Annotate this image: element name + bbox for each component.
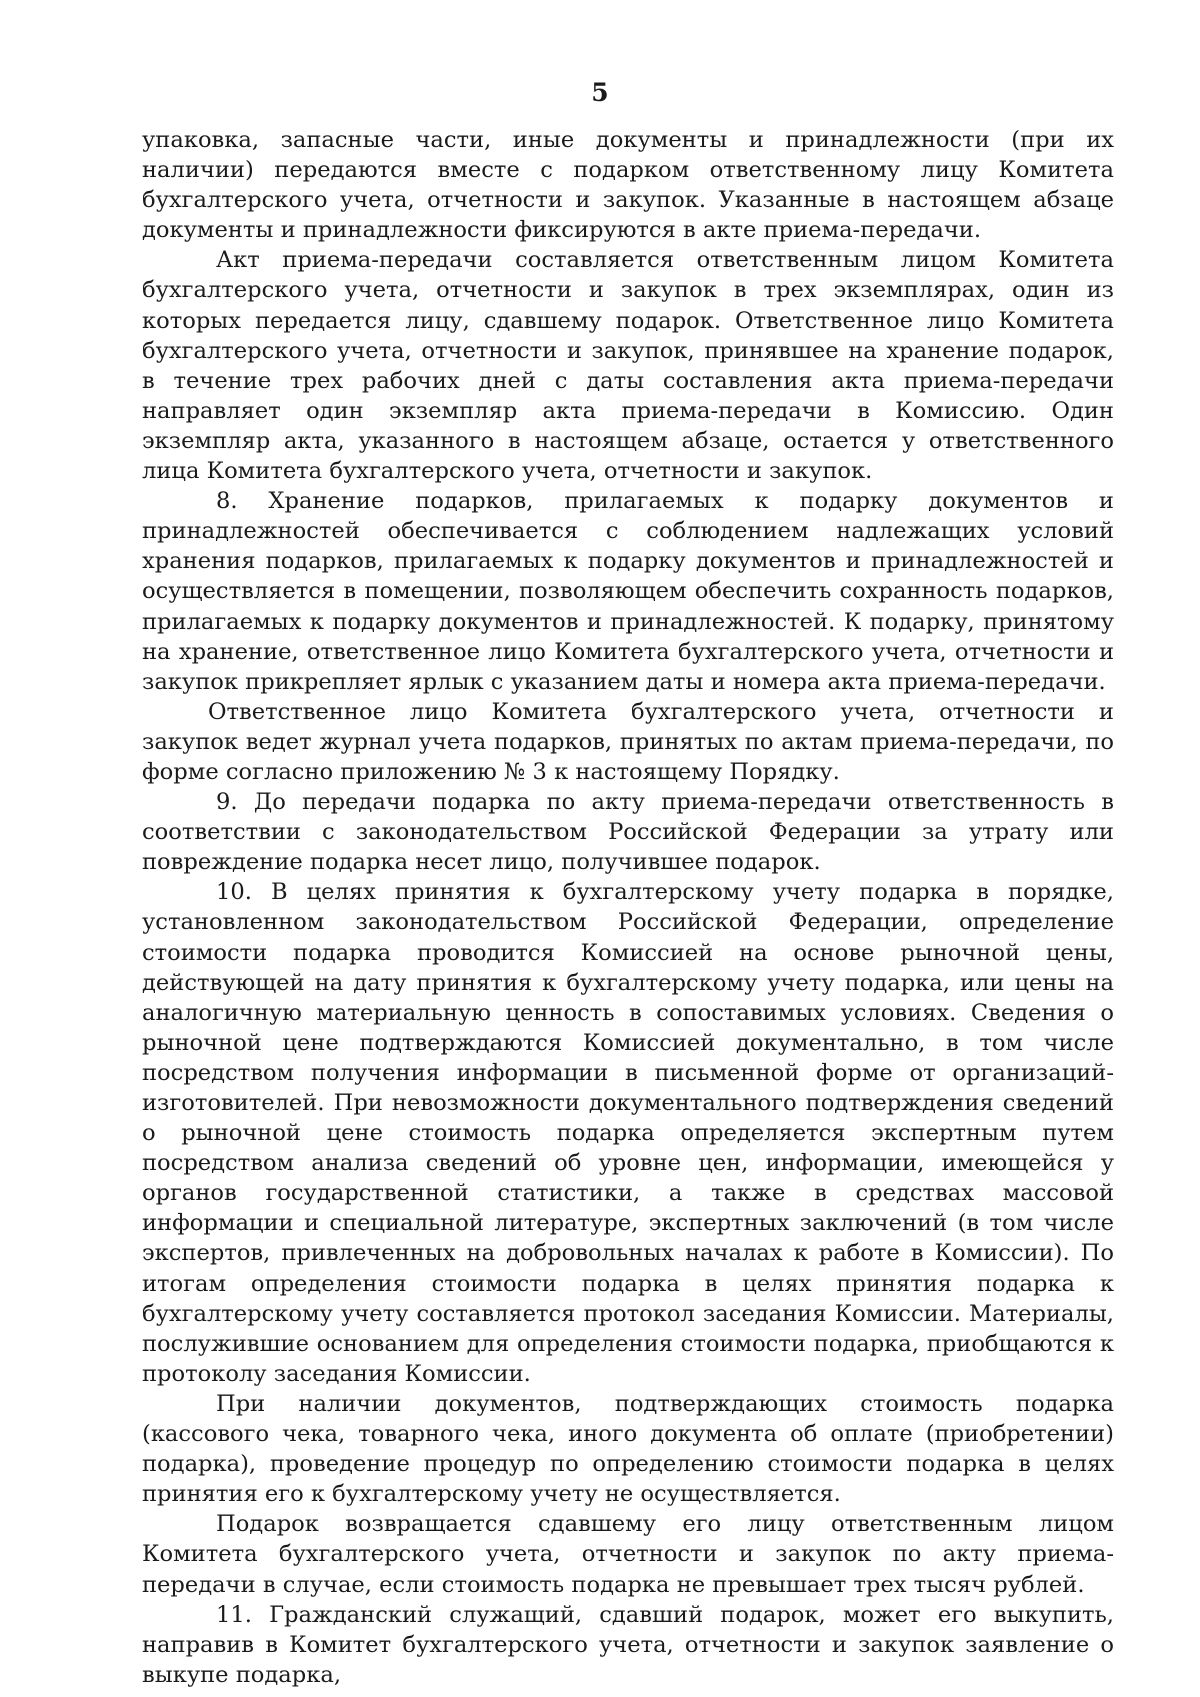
paragraph-item-10: 10. В целях принятия к бухгалтерскому учету подарка в порядке, установленном законодательством Российской Федерации, определение стоимости подарка проводится Комиссией на основе рыночной цены, действующей на дату принятия к бухгалтерскому учету подарка, или цены на аналогичную материальную ценность в сопоставимых условиях. Сведения о рыночной цене подтверждаются Комиссией документально, в том числе посредством получения информации в письменной форме от организаций-изготовителей. При невозможности документального подтверждения сведений о рыночной цене стоимость подарка определяется экспертным путем посредством анализа сведений об уровне цен, информации, имеющейся у органов государственной статистики, а также в средствах массовой информации и специальной литературе, экспертных заключений (в том числе экспертов, привлеченных на добровольных началах к работе в Комиссии). По итогам определения стоимости подарка в целях принятия подарка к бухгалтерскому учету составляется протокол заседания Комиссии. Материалы, послужившие основанием для определения стоимости подарка, приобщаются к протоколу заседания Комиссии. [142, 879, 1114, 1387]
paragraph-item-8: 8. Хранение подарков, прилагаемых к подарку документов и принадлежностей обеспечивается с соблюдением надлежащих условий хранения подарков, прилагаемых к подарку документов и принадлежностей и осуществляется в помещении, позволяющем обеспечить сохранность подарков, прилагаемых к подарку документов и принадлежностей. К подарку, принятому на хранение, ответственное лицо Комитета бухгалтерского учета, отчетности и закупок прикрепляет ярлык с указанием даты и номера акта приема-передачи. [142, 488, 1114, 695]
page-number: 5 [591, 78, 609, 107]
paragraph-item-11: 11. Гражданский служащий, сдавший подарок, может его выкупить, направив в Комитет бухгалтерского учета, отчетности и закупок заявление о выкупе подарка, [142, 1601, 1114, 1688]
paragraph-cost-documents: При наличии документов, подтверждающих стоимость подарка (кассового чека, товарного чека, иного документа об оплате (приобретении) подарка), проведение процедур по определению стоимости подарка в целях принятия его к бухгалтерскому учету не осуществляется. [142, 1390, 1114, 1508]
paragraph-gift-return: Подарок возвращается сдавшему его лицу ответственным лицом Комитета бухгалтерского учета, отчетности и закупок по акту приема-передачи в случае, если стоимость подарка не превышает трех тысяч рублей. [142, 1511, 1114, 1598]
paragraph-act-of-transfer: Акт приема-передачи составляется ответственным лицом Комитета бухгалтерского учета, отчетности и закупок в трех экземплярах, один из которых передается лицу, сдавшему подарок. Ответственное лицо Комитета бухгалтерского учета, отчетности и закупок, принявшее на хранение подарок, в течение трех рабочих дней с даты составления акта приема-передачи направляет один экземпляр акта приема-передачи в Комиссию. Один экземпляр акта, указанного в настоящем абзаце, остается у ответственного лица Комитета бухгалтерского учета, отчетности и закупок. [142, 247, 1114, 485]
paragraph-continuation: упаковка, запасные части, иные документы и принадлежности (при их наличии) передаются вместе с подарком ответственному лицу Комитета бухгалтерского учета, отчетности и закупок. Указанные в настоящем абзаце документы и принадлежности фиксируются в акте приема-передачи. [142, 127, 1114, 244]
paragraph-gift-journal: Ответственное лицо Комитета бухгалтерского учета, отчетности и закупок ведет журнал учета подарков, принятых по актам приема-передачи, по форме согласно приложению № 3 к настоящему Порядку. [142, 698, 1114, 785]
paragraph-item-9: 9. До передачи подарка по акту приема-передачи ответственность в соответствии с законодательством Российской Федерации за утрату или повреждение подарка несет лицо, получившее подарок. [142, 789, 1114, 876]
document-body [142, 125, 1114, 1690]
